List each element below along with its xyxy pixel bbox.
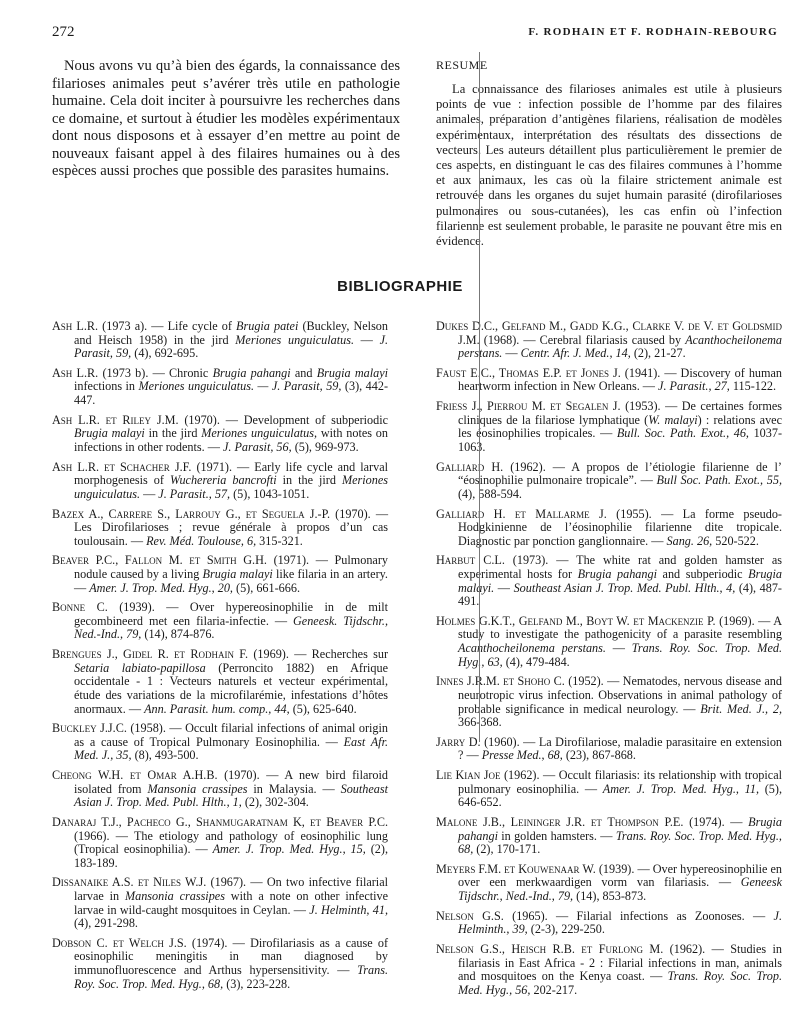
reference-entry xyxy=(52,508,388,549)
resume-title: RESUME xyxy=(436,58,488,72)
reference-italic: Bull. Soc. Path. Exot., 46, xyxy=(616,426,749,441)
reference-text: (14), 874-876. xyxy=(141,627,215,642)
intro-paragraph: Nous avons vu qu’à bien des égards, la connaissance des filarioses animales peut s’avérer très utile en pathologie humaine. Cela doit inciter à poursuivre les recherches dans ce domaine, et surtout à étudier les modèles expérimentaux dont nous disposons et à essayer d’en mettre au point de nouveaux faisant appel à des filaires humaines ou à des espèces aussi proches que possible des parasites humains. xyxy=(52,58,400,179)
reference-entry xyxy=(436,943,782,997)
reference-text: (1962). — Studies in filariasis in East Africa - 2 : Filarial infections in man, animals and mosquitoes on the Kenya coast. — xyxy=(458,941,782,984)
reference-text: (Buckley, Nelson and Heisch 1958) in the jird xyxy=(74,319,388,347)
reference-text: (1973 a). — Life cycle of xyxy=(98,319,237,333)
reference-text: (1939). — Over hypereosinophilie in de milt gecombineerd met een filaria-infectie. — xyxy=(74,600,388,628)
reference-italic: Southeast Asian J. Trop. Med. Publ. Hlth., 1, xyxy=(74,781,388,810)
reference-italic: Presse Med., 68, xyxy=(481,748,563,763)
reference-text: (1967). — On two infective filarial larvae in xyxy=(74,875,388,903)
reference-text: 115-122. xyxy=(729,379,777,394)
reference-italic: Wuchereria bancrofti xyxy=(169,473,277,488)
reference-text: — xyxy=(502,346,521,361)
reference-text: 1037-1063. xyxy=(458,426,783,454)
reference-journal: J. Parasit, 56, xyxy=(222,439,292,454)
reference-text: (4), 479-484. xyxy=(502,654,570,669)
reference-entry xyxy=(52,816,388,870)
reference-text: (1973). — The white rat and golden hamster as experimental hosts for xyxy=(458,553,782,581)
reference-authors: Brengues J., Gidel R. et Rodhain F. xyxy=(52,647,249,662)
reference-authors: Galliard H. et Mallarme J. xyxy=(436,506,607,521)
reference-text: — xyxy=(354,332,380,347)
reference-text: (1960). — La Dirofilariose, maladie parasitaire en extension ? — xyxy=(458,734,783,763)
reference-italic: Acanthocheilonema perstans. xyxy=(458,332,782,361)
reference-text: (2), 183-189. xyxy=(74,842,388,870)
reference-italic: Geneesk. Tijdschr., Ned.-Ind., 79, xyxy=(74,613,388,642)
reference-text: (5), 1043-1051. xyxy=(230,486,310,501)
reference-italic: Mansonia crassipes xyxy=(124,889,225,903)
reference-entry xyxy=(436,554,782,608)
reference-text: (1971). — Early life cycle and larval morphogenesis of xyxy=(74,459,388,488)
scan-artifact-line xyxy=(479,52,480,742)
reference-journal: Meriones unguiculatus. — J. Parasit, 59, xyxy=(138,379,342,394)
reference-text: (4), 588-594. xyxy=(458,486,522,501)
reference-text: (1966). — The etiology and pathology of eosinophilic lung (Tropical eosinophilia). — xyxy=(74,828,388,857)
reference-entry xyxy=(436,461,782,502)
reference-italic: Amer. J. Trop. Med. Hyg., 11, xyxy=(602,781,760,796)
reference-text: 366-368. xyxy=(458,715,502,730)
reference-text: (1970). — Development of subperiodic xyxy=(178,412,388,427)
reference-italic: Brugia pahangi xyxy=(458,814,782,843)
reference-italic: Trans. Roy. Soc. Trop. Med. Hyg., 63, xyxy=(458,641,783,669)
reference-text: in the jird xyxy=(276,473,342,488)
reference-entry xyxy=(436,816,782,857)
reference-text: (5), 646-652. xyxy=(458,781,782,810)
references-right-column xyxy=(436,320,782,1003)
reference-text: (5), 969-973. xyxy=(291,439,359,454)
reference-text: (1974). — Dirofilariasis as a cause of eosinophilic meningitis in man diagnosed by immunofluorescence and Arthus hypersensitivity. — xyxy=(74,935,389,978)
reference-text: (1968). — Cerebral filariasis caused by xyxy=(479,332,686,347)
reference-italic: Sang. 26, xyxy=(666,533,713,548)
reference-italic: Meriones unguiculatus, xyxy=(201,426,318,441)
reference-entry xyxy=(436,863,782,904)
reference-text: with notes on infections in other rodents. — xyxy=(74,426,388,454)
reference-text: (2), 302-304. xyxy=(241,795,309,810)
reference-journal: Southeast Asian J. Trop. Med. Publ. Hlth., 4, xyxy=(513,580,736,595)
reference-entry xyxy=(52,414,388,455)
reference-text: (1970). — A new bird filaroid isolated from xyxy=(74,768,388,796)
reference-authors: Nelson G.S., Heisch R.B. et Furlong M. xyxy=(436,941,664,956)
reference-authors: Malone J.B., Leininger J.R. et Thompson P.E. xyxy=(436,814,684,829)
reference-authors: Buckley J.J.C. xyxy=(52,721,127,736)
reference-text: (4), 692-695. xyxy=(131,346,199,361)
reference-entry xyxy=(436,615,782,669)
reference-text: (5), 661-666. xyxy=(232,580,301,595)
reference-authors: Holmes G.K.T., Gelfand M., Boyt W. et Mackenzie P. xyxy=(436,613,716,628)
reference-text: (1969). — Recherches sur xyxy=(248,647,388,662)
reference-authors: Ash L.R. et Schacher J.F. xyxy=(52,459,192,474)
reference-italic: Trans. Roy. Soc. Trop. Med. Hyg., 56, xyxy=(458,969,783,997)
reference-text: (1970). — Les Dirofilarioses ; revue générale à propos d’un cas toulousain. — xyxy=(74,506,389,548)
reference-text: (23), 867-868. xyxy=(562,748,636,763)
reference-text: (2), 170-171. xyxy=(473,842,541,857)
reference-italic: Brugia malayi xyxy=(202,566,273,581)
reference-italic: Geneesk Tijdschr., Ned.-Ind., 79, xyxy=(458,875,782,903)
reference-text: (4), 487-491. xyxy=(458,580,782,609)
reference-text: (1958). — Occult filarial infections of animal origin as a cause of Tropical Pulmonary Eosinophilia. — xyxy=(74,721,388,749)
reference-text: in golden hamsters. — xyxy=(497,828,616,843)
reference-italic: Bull Soc. Path. Exot., 55, xyxy=(656,473,783,488)
reference-text: — xyxy=(605,641,632,656)
reference-entry xyxy=(436,320,782,361)
reference-journal: J. Parasit., 57, xyxy=(158,486,231,501)
page-number: 272 xyxy=(52,24,75,40)
reference-italic: W. malayi xyxy=(648,412,698,427)
reference-entry xyxy=(436,675,782,729)
reference-text: (1955). — La forme pseudo-Hodgkinienne de l’éosinophilie filarienne dite tropicale. Diagnostic par ponction ganglionnaire. — xyxy=(458,506,782,548)
reference-text: infections in xyxy=(74,379,139,394)
reference-authors: Faust E.C., Thomas E.P. et Jones J. xyxy=(436,365,621,380)
reference-text: and subperiodic xyxy=(656,566,749,581)
reference-italic: Mansonia crassipes xyxy=(147,781,248,796)
reference-italic: J. Helminth, 41, xyxy=(309,902,388,917)
reference-text: (3), 223-228. xyxy=(223,976,291,991)
reference-authors: Harbut C.L. xyxy=(436,553,505,568)
reference-italic: Ann. Parasit. hum. comp., 44, xyxy=(144,701,290,716)
reference-entry xyxy=(52,601,388,642)
reference-entry xyxy=(52,937,388,991)
reference-italic: Meriones unguiculatus. xyxy=(74,473,388,501)
reference-italic: Brugia malayi xyxy=(316,365,388,380)
reference-authors: Dukes D.C., Gelfand M., Gadd K.G., Clarke V. de V. et Goldsmid J.M. xyxy=(436,319,782,347)
reference-text: (1962). — A propos de l’étiologie filarienne de l’ “éosinophilie pulmonaire tropicale”. — xyxy=(458,459,782,488)
reference-authors: Ash L.R. xyxy=(52,365,99,380)
reference-text: with a note on other infective larvae in wild-caught mosquitoes in Ceylan. — xyxy=(74,889,389,917)
reference-text: — xyxy=(140,486,159,501)
reference-text: in Malaysia. — xyxy=(247,781,341,796)
reference-entry xyxy=(436,367,782,394)
reference-text: (1952). — Nematodes, nervous disease and neurotropic virus infection. Observations in animal pathology of probable significance in medical neurology. — xyxy=(458,674,782,716)
reference-text: (1962). — Occult filariasis: its relationship with tropical pulmonary eosinophilia. — xyxy=(458,768,782,796)
reference-entry xyxy=(436,508,782,549)
reference-entry xyxy=(52,648,388,716)
reference-italic: Brugia pahangi xyxy=(577,566,657,581)
reference-authors: Ash L.R. xyxy=(52,319,99,333)
reference-authors: Danaraj T.J., Pacheco G., Shanmugaratnam K, et Beaver P.C. xyxy=(52,814,388,829)
reference-authors: Meyers F.M. et Kouwenaar W. xyxy=(436,861,596,876)
reference-authors: Ash L.R. et Riley J.M. xyxy=(52,412,179,427)
reference-entry xyxy=(436,736,782,763)
reference-entry xyxy=(52,461,388,502)
reference-entry xyxy=(436,769,782,810)
reference-text: (3), 442-447. xyxy=(74,379,388,408)
bibliography-heading: BIBLIOGRAPHIE xyxy=(337,278,463,295)
reference-authors: Bonne C. xyxy=(52,600,108,615)
reference-italic: East Afr. Med. J., 35, xyxy=(74,734,389,763)
reference-authors: Bazex A., Carrere S., Larrouy G., et Seguela J.-P. xyxy=(52,506,331,521)
reference-text: (Perroncito 1882) en Afrique occidentale - 1 : Vecteurs naturels et vecteur expérimental, étude des variations de la microfilarémie, infestations d’hôtes anormaux. — xyxy=(74,660,388,716)
reference-authors: Jarry D. xyxy=(436,734,481,749)
reference-authors: Innes J.R.M. et Shoho C. xyxy=(436,674,565,689)
reference-italic: Rev. Méd. Toulouse, 6, xyxy=(146,533,257,548)
reference-entry xyxy=(436,400,782,454)
reference-italic: Centr. Afr. J. Med., 14, xyxy=(520,346,631,361)
reference-text: (4), 291-298. xyxy=(74,916,138,931)
reference-text: 520-522. xyxy=(712,533,759,548)
reference-entry xyxy=(52,876,388,930)
reference-italic: Brugia pahangi xyxy=(212,365,291,380)
reference-text: in the jird xyxy=(144,426,202,441)
reference-entry xyxy=(436,910,782,937)
reference-entry xyxy=(52,769,388,810)
reference-text: like filaria in an artery. — xyxy=(74,566,388,595)
reference-authors: Galliard H. xyxy=(436,459,504,474)
references-left-column xyxy=(52,320,388,997)
reference-text: (1973 b). — Chronic xyxy=(98,365,213,380)
reference-text: — xyxy=(494,580,514,595)
reference-authors: Friess J., Pierrou M. et Segalen J. xyxy=(436,399,621,414)
reference-authors: Dissanaike A.S. et Niles W.J. xyxy=(52,875,207,890)
reference-entry xyxy=(52,554,388,595)
reference-authors: Dobson C. et Welch J.S. xyxy=(52,935,187,950)
reference-entry xyxy=(52,367,388,408)
reference-text: (1969). — A study to investigate the pathogenicity of a parasite resembling xyxy=(458,613,783,642)
reference-text: and xyxy=(290,365,317,380)
reference-text: (8), 493-500. xyxy=(131,748,199,763)
reference-text: (1965). — Filarial infections as Zoonoses. — xyxy=(503,908,774,923)
reference-entry xyxy=(52,320,388,361)
reference-italic: Brit. Med. J., 2, xyxy=(700,701,782,716)
resume-text: La connaissance des filarioses animales est utile à plusieurs points de vue : infection possible de l’homme par des filaires animales, préparation d’antigènes filariens, réalisation de modèles expérimentaux, interprétation des résultats des dissections de vecteurs. Les auteurs détaillent plus particulièrement le premier de ces aspects, en distinguant le cas des filaires communes à l’homme et aux animaux, les cas où la filaire strictement animale est retrouvée dans les organes du sujet humain parasité (dirofilarioses pulmonaires ou sous-cutanées), les cas enfin où l’infection filarienne est seulement probable, le parasite ne pouvant être mis en évidence. xyxy=(436,82,782,249)
reference-text: (2-3), 229-250. xyxy=(527,922,605,937)
reference-text: (5), 625-640. xyxy=(289,701,357,716)
reference-text: ) : relations avec les éosinophilies tropicales. — xyxy=(458,412,783,441)
reference-text: 315-321. xyxy=(256,533,303,548)
reference-italic: Trans. Roy. Soc. Trop. Med. Hyg., 68, xyxy=(458,828,782,857)
reference-authors: Cheong W.H. et Omar A.H.B. xyxy=(52,768,218,783)
reference-text: (2), 21-27. xyxy=(630,346,686,361)
reference-italic: Acanthocheilonema perstans. xyxy=(458,641,606,656)
reference-italic: J. Helminth., 39, xyxy=(458,908,782,937)
reference-italic: Brugia malayi. xyxy=(458,566,782,595)
reference-text: 202-217. xyxy=(530,982,578,997)
reference-italic: Brugia malayi xyxy=(74,426,145,441)
reference-text: (1953). — De certaines formes cliniques de la filariose lymphatique ( xyxy=(458,399,782,427)
reference-authors: Beaver P.C., Fallon M. et Smith G.H. xyxy=(52,553,267,568)
reference-text: (1974). — xyxy=(683,814,749,829)
reference-italic: Meriones unguiculatus. xyxy=(235,332,354,347)
reference-italic: J. Parasit., 27, xyxy=(658,379,730,394)
reference-italic: Amer. J. Trop. Med. Hyg., 15, xyxy=(212,842,366,857)
reference-text: (1941). — Discovery of human heartworm infection in New Orleans. — xyxy=(458,365,782,394)
reference-italic: Amer. J. Trop. Med. Hyg., 20, xyxy=(89,580,233,595)
reference-journal: J. Parasit, 59, xyxy=(74,332,389,361)
reference-italic: Brugia patei xyxy=(236,319,299,333)
reference-authors: Nelson G.S. xyxy=(436,908,504,923)
reference-entry xyxy=(52,722,388,763)
reference-authors: Lie Kian Joe xyxy=(436,768,501,783)
reference-text: (14), 853-873. xyxy=(573,889,647,903)
reference-text: (1939). — Over hypereosinophilie en over een merkwaardigen vorm van filariasis. — xyxy=(458,861,782,890)
reference-italic: Trans. Roy. Soc. Trop. Med. Hyg., 68, xyxy=(74,963,388,991)
reference-text: (1971). — Pulmonary nodule caused by a living xyxy=(74,553,388,581)
running-head: F. RODHAIN ET F. RODHAIN-REBOURG xyxy=(528,26,778,38)
reference-italic: Setaria labiato-papillosa xyxy=(74,660,206,675)
